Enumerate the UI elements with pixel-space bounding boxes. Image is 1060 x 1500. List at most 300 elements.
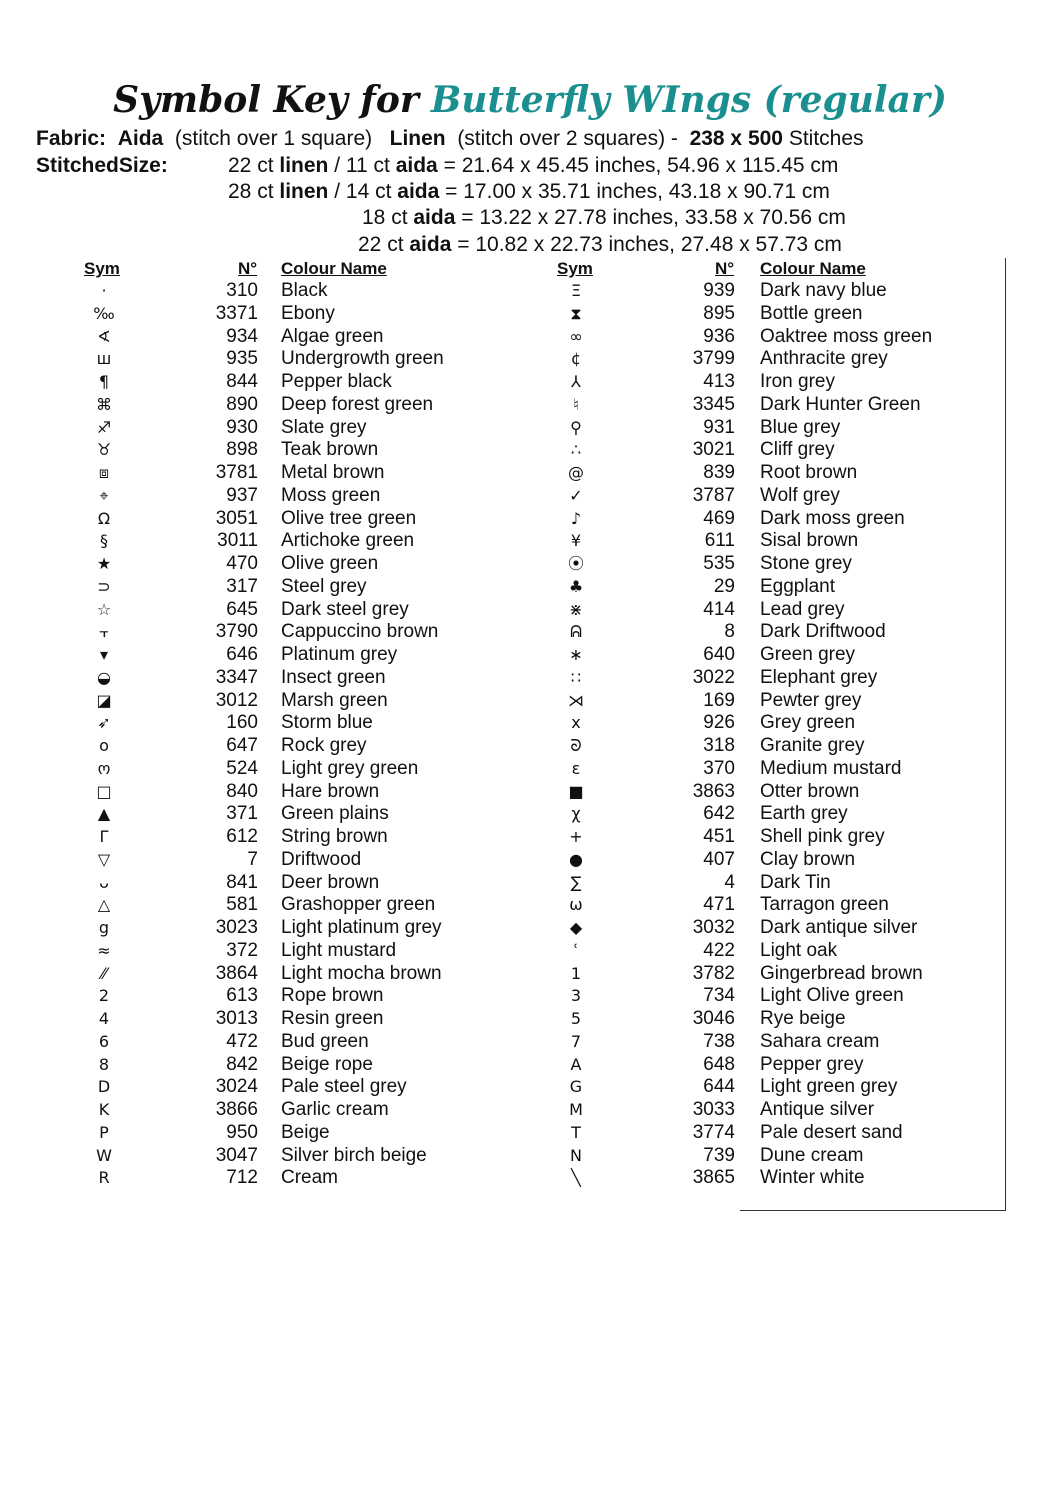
colour-name: Artichoke green: [281, 530, 415, 552]
size-line-count: 18 ct: [362, 206, 408, 229]
thread-number: 712: [226, 1167, 258, 1189]
colour-name: Eggplant: [760, 575, 836, 597]
colour-name: Hare brown: [281, 780, 380, 802]
header-sym: Sym: [84, 259, 120, 278]
header-number: N°: [715, 259, 735, 278]
header-sym: Sym: [557, 259, 593, 278]
thread-number: 898: [226, 439, 258, 461]
symbol-glyph: ♉: [96, 440, 112, 460]
size-line-fabric: linen: [279, 180, 329, 203]
thread-number: 935: [226, 348, 258, 370]
thread-number: 524: [226, 757, 258, 779]
colour-name: Cappuccino brown: [281, 621, 439, 643]
colour-name: Sisal brown: [760, 530, 859, 552]
fabric-linen-note: (stitch over 2 squares) -: [457, 127, 678, 150]
table-row: [0, 1008, 1060, 1031]
colour-name: Silver birch beige: [281, 1144, 427, 1166]
size-line-fabric: aida: [395, 154, 438, 177]
colour-name: Pepper black: [281, 371, 392, 392]
colour-name: Bud green: [281, 1030, 369, 1052]
thread-number: 3024: [215, 1076, 258, 1098]
colour-name: Shell pink grey: [760, 826, 885, 847]
symbol-glyph: R: [98, 1168, 110, 1188]
symbol-glyph: Ω: [97, 508, 111, 528]
symbol-glyph: ᴗ: [99, 872, 109, 892]
fabric-linen: Linen: [389, 127, 446, 150]
symbol-glyph: ■: [568, 781, 584, 801]
table-row: [0, 1167, 1060, 1190]
table-row: [0, 963, 1060, 986]
symbol-glyph: ω: [569, 895, 583, 915]
symbol-glyph: ◪: [96, 690, 112, 710]
symbol-glyph: @: [568, 463, 584, 482]
colour-name: Bottle green: [760, 302, 863, 324]
colour-name: Light green grey: [760, 1076, 898, 1098]
fabric-label: Fabric:: [36, 127, 107, 150]
symbol-glyph: W: [96, 1145, 112, 1165]
symbol-glyph: ╲: [571, 1168, 581, 1188]
colour-name: Gingerbread brown: [760, 962, 923, 984]
thread-number: 3032: [692, 917, 735, 938]
table-row: [0, 599, 1060, 622]
thread-number: 413: [703, 371, 735, 392]
table-row: [0, 690, 1060, 713]
thread-number: 3012: [215, 689, 258, 711]
table-row: [0, 280, 1060, 303]
thread-number: 535: [703, 553, 735, 574]
symbol-glyph: Γ: [99, 827, 109, 846]
symbol-glyph: 3: [570, 986, 582, 1006]
symbol-glyph: ⧗: [570, 303, 582, 323]
colour-name: Grey green: [760, 712, 856, 734]
thread-number: 738: [703, 1030, 735, 1052]
symbol-glyph: G: [569, 1077, 583, 1097]
table-row: [0, 621, 1060, 644]
symbol-glyph: T: [571, 1122, 581, 1142]
symbol-glyph: ▾: [99, 645, 109, 664]
colour-name: Pewter grey: [760, 689, 862, 711]
colour-name: Undergrowth green: [281, 348, 444, 370]
symbol-glyph: ⧈: [98, 463, 110, 482]
thread-number: 471: [703, 894, 735, 916]
colour-name: Oaktree moss green: [760, 325, 933, 347]
page-title: [0, 78, 1060, 122]
symbol-glyph: ➶: [97, 713, 111, 733]
symbol-glyph: χ: [571, 804, 581, 824]
thread-number: 3046: [692, 1008, 735, 1029]
colour-name: Antique silver: [760, 1099, 875, 1120]
colour-name: Green grey: [760, 644, 856, 665]
symbol-glyph: Ξ: [570, 281, 582, 300]
stitched-size-line: [228, 179, 830, 205]
thread-number: 3023: [215, 917, 258, 938]
symbol-glyph: ⋇: [569, 599, 583, 619]
header-number: N°: [238, 259, 258, 278]
symbol-glyph: ≈: [97, 940, 111, 960]
table-row: [0, 1122, 1060, 1145]
symbol-glyph: ◆: [569, 918, 583, 937]
thread-number: 842: [226, 1053, 258, 1075]
table-row: [0, 485, 1060, 508]
colour-name: Marsh green: [281, 689, 388, 711]
thread-number: 890: [226, 393, 258, 415]
symbol-glyph: +: [569, 827, 583, 846]
colour-name: Stone grey: [760, 553, 852, 574]
stitch-count: 238 x 500: [689, 127, 783, 150]
table-row: [0, 553, 1060, 576]
symbol-glyph: ▲: [97, 804, 111, 824]
symbol-glyph: 1: [570, 963, 582, 983]
thread-number: 934: [226, 325, 258, 347]
symbol-glyph: ¢: [570, 349, 582, 369]
thread-number: 640: [703, 644, 735, 665]
colour-name: Light platinum grey: [281, 917, 442, 938]
thread-number: 3033: [692, 1099, 735, 1120]
colour-name: Light mocha brown: [281, 962, 442, 984]
symbol-glyph: 2: [98, 986, 110, 1006]
size-line-dimensions: = 17.00 x 35.71 inches, 43.18 x 90.71 cm: [445, 180, 830, 203]
size-line-count: 28 ct: [228, 180, 274, 203]
symbol-glyph: ✓: [569, 485, 583, 505]
symbol-glyph: ▽: [97, 849, 111, 869]
colour-name: Granite grey: [760, 735, 865, 756]
thread-number: 310: [226, 280, 258, 301]
colour-name: Platinum grey: [281, 644, 398, 665]
table-border-bottom: [740, 1210, 1006, 1211]
colour-name: Pale desert sand: [760, 1121, 903, 1143]
thread-number: 950: [226, 1121, 258, 1143]
table-row: [0, 462, 1060, 485]
thread-number: 7: [247, 848, 258, 870]
stitch-unit: Stitches: [788, 127, 864, 150]
stitched-size-line: [228, 153, 838, 179]
table-row: [0, 667, 1060, 690]
thread-number: 407: [703, 848, 735, 870]
thread-number: 936: [703, 325, 735, 347]
thread-number: 470: [226, 553, 258, 574]
symbol-glyph: ⌘: [96, 394, 112, 414]
symbol-glyph: ⅄: [571, 372, 581, 391]
colour-name: Storm blue: [281, 712, 373, 734]
colour-name: Winter white: [760, 1167, 865, 1189]
thread-number: 613: [226, 985, 258, 1007]
size-line-count: / 14 ct: [334, 180, 392, 203]
colour-name: Algae green: [281, 325, 384, 347]
size-line-count: 22 ct: [358, 233, 404, 256]
thread-number: 3051: [215, 507, 258, 529]
thread-number: 317: [226, 575, 258, 597]
stitched-size-line: [358, 232, 842, 258]
colour-name: Ebony: [281, 302, 335, 324]
colour-name: Driftwood: [281, 848, 362, 870]
size-line-fabric: aida: [397, 180, 440, 203]
colour-name: Deep forest green: [281, 393, 434, 415]
thread-number: 648: [703, 1053, 735, 1075]
thread-number: 3781: [215, 462, 258, 483]
thread-number: 414: [703, 598, 735, 620]
thread-number: 3799: [692, 348, 735, 370]
colour-name: Dark steel grey: [281, 598, 409, 620]
colour-name: Olive tree green: [281, 507, 417, 529]
table-row: [0, 894, 1060, 917]
colour-name: Black: [281, 280, 328, 301]
thread-number: 3011: [217, 530, 258, 552]
colour-name: Green plains: [281, 803, 389, 825]
colour-name: Moss green: [281, 484, 381, 506]
size-line-count: / 11 ct: [334, 154, 390, 177]
table-row: [0, 348, 1060, 371]
colour-name: Anthracite grey: [760, 348, 888, 370]
symbol-table-right: [0, 258, 1060, 1190]
colour-name: Rye beige: [760, 1008, 846, 1029]
thread-number: 3865: [692, 1167, 735, 1189]
table-row: [0, 1076, 1060, 1099]
colour-name: Rope brown: [281, 985, 384, 1007]
colour-name: Lead grey: [760, 598, 845, 620]
symbol-glyph: 6: [98, 1031, 110, 1051]
size-line-count: 22 ct: [228, 154, 274, 177]
colour-name: Medium mustard: [760, 757, 902, 779]
colour-name: Pepper grey: [760, 1053, 864, 1075]
table-row: [0, 1054, 1060, 1077]
symbol-glyph: A: [570, 1054, 582, 1074]
symbol-glyph: 7: [570, 1031, 582, 1051]
symbol-glyph: ¥: [570, 531, 582, 551]
table-row: [0, 781, 1060, 804]
colour-name: Rock grey: [281, 735, 367, 756]
colour-name: Tarragon green: [760, 894, 889, 916]
thread-number: 937: [226, 484, 258, 506]
thread-number: 926: [703, 712, 735, 734]
symbol-glyph: ᕱ: [570, 622, 582, 642]
colour-name: Dune cream: [760, 1144, 864, 1166]
colour-name: Dark antique silver: [760, 917, 918, 938]
thread-number: 739: [703, 1144, 735, 1166]
thread-number: 3790: [215, 621, 258, 643]
table-row: [0, 758, 1060, 781]
symbol-glyph: §: [100, 531, 108, 551]
size-line-dimensions: = 21.64 x 45.45 inches, 54.96 x 115.45 cm: [443, 154, 839, 177]
table-row: [0, 712, 1060, 735]
size-line-fabric: linen: [279, 154, 329, 177]
colour-name: Pale steel grey: [281, 1076, 407, 1098]
thread-number: 3782: [692, 962, 735, 984]
thread-number: 3047: [215, 1144, 258, 1166]
title-prefix: Symbol Key for: [113, 79, 419, 121]
colour-name: Light Olive green: [760, 985, 904, 1007]
table-border-right: [1005, 258, 1006, 1210]
colour-name: Dark moss green: [760, 507, 905, 529]
table-row: [0, 735, 1060, 758]
table-row: [0, 917, 1060, 940]
table-row: [0, 371, 1060, 394]
thread-number: 3863: [692, 780, 735, 802]
thread-number: 931: [703, 416, 735, 438]
symbol-glyph: ⫟: [99, 622, 109, 642]
symbol-glyph: ●: [569, 849, 583, 869]
colour-name: Blue grey: [760, 416, 841, 438]
thread-number: 644: [703, 1076, 735, 1098]
thread-number: 4: [724, 871, 735, 893]
thread-number: 3013: [215, 1008, 258, 1029]
table-row: [0, 985, 1060, 1008]
symbol-glyph: g: [98, 918, 110, 937]
thread-number: 645: [226, 598, 258, 620]
fabric-aida-note: (stitch over 1 square): [174, 127, 373, 150]
colour-name: Garlic cream: [281, 1099, 389, 1120]
thread-number: 422: [703, 939, 735, 961]
colour-name: Elephant grey: [760, 666, 878, 688]
symbol-glyph: ¶: [98, 372, 110, 391]
colour-name: Sahara cream: [760, 1030, 880, 1052]
symbol-glyph: ɛ: [571, 758, 581, 778]
colour-name: Cream: [281, 1167, 339, 1189]
symbol-glyph: K: [98, 1100, 110, 1119]
symbol-glyph: ★: [96, 554, 112, 573]
table-row: [0, 508, 1060, 531]
fabric-line: [36, 126, 864, 152]
thread-number: 451: [703, 826, 735, 847]
colour-name: Grashopper green: [281, 894, 436, 916]
colour-name: Deer brown: [281, 871, 380, 893]
header-colour-name: Colour Name: [760, 259, 866, 278]
colour-name: Dark Tin: [760, 871, 831, 893]
fabric-aida: Aida: [117, 127, 164, 150]
symbol-glyph: ∢: [97, 326, 111, 346]
symbol-glyph: ⊃: [97, 576, 111, 596]
thread-number: 930: [226, 416, 258, 438]
size-line-dimensions: = 13.22 x 27.78 inches, 33.58 x 70.56 cm: [461, 206, 846, 229]
thread-number: 3345: [692, 393, 735, 415]
symbol-glyph: 4: [98, 1009, 110, 1028]
stitched-size-label: StitchedSize:: [36, 154, 168, 177]
thread-number: 844: [226, 371, 258, 392]
symbol-glyph: ·: [101, 281, 107, 300]
thread-number: 647: [226, 735, 258, 756]
thread-number: 841: [226, 871, 258, 893]
thread-number: 3866: [215, 1099, 258, 1120]
colour-name: Beige rope: [281, 1053, 373, 1075]
thread-number: 318: [703, 735, 735, 756]
symbol-glyph: ⚲: [570, 417, 582, 437]
colour-name: Beige: [281, 1121, 330, 1143]
table-row: [0, 872, 1060, 895]
colour-name: Teak brown: [281, 439, 379, 461]
colour-name: Cliff grey: [760, 439, 835, 461]
colour-name: Metal brown: [281, 462, 385, 483]
symbol-glyph: ♣: [568, 576, 584, 596]
table-row: [0, 326, 1060, 349]
symbol-glyph: ◒: [97, 667, 111, 687]
thread-number: 371: [226, 803, 258, 825]
size-line-fabric: aida: [413, 206, 456, 229]
colour-name: Dark navy blue: [760, 280, 887, 301]
table-row: [0, 417, 1060, 440]
thread-number: 3021: [692, 439, 735, 461]
symbol-glyph: 5: [570, 1009, 582, 1028]
symbol-glyph: ∑: [570, 872, 582, 892]
symbol-glyph: ∞: [569, 326, 583, 346]
symbol-glyph: D: [97, 1077, 111, 1097]
symbol-glyph: △: [97, 895, 111, 915]
symbol-glyph: o: [99, 736, 109, 755]
symbol-glyph: P: [99, 1122, 109, 1142]
thread-number: 29: [713, 575, 735, 597]
thread-number: 581: [226, 894, 258, 916]
colour-name: Iron grey: [760, 371, 835, 392]
thread-number: 642: [703, 803, 735, 825]
thread-number: 169: [703, 689, 735, 711]
colour-name: Earth grey: [760, 803, 848, 825]
table-row: [0, 530, 1060, 553]
thread-number: 469: [703, 507, 735, 529]
table-row: [0, 1099, 1060, 1122]
colour-name: Dark Hunter Green: [760, 393, 921, 415]
symbol-glyph: 8: [98, 1054, 110, 1074]
thread-number: 160: [226, 712, 258, 734]
symbol-glyph: ʿ: [573, 940, 579, 960]
colour-name: Light mustard: [281, 939, 397, 961]
symbol-glyph: ⦿: [567, 554, 584, 573]
symbol-glyph: x: [571, 713, 581, 733]
colour-name: Slate grey: [281, 416, 367, 438]
table-row: [0, 940, 1060, 963]
thread-number: 839: [703, 462, 735, 483]
symbol-glyph: ო: [97, 758, 111, 778]
symbol-glyph: □: [96, 781, 112, 801]
symbol-glyph: ∷: [570, 667, 582, 687]
symbol-glyph: M: [569, 1100, 583, 1119]
table-row: [0, 394, 1060, 417]
table-row: [0, 849, 1060, 872]
symbol-glyph: ∴: [570, 440, 582, 460]
colour-name: Otter brown: [760, 780, 860, 802]
thread-number: 3787: [692, 484, 735, 506]
symbol-glyph: ⁄⁄: [101, 963, 107, 983]
symbol-glyph: ♪: [570, 508, 582, 528]
table-header: [0, 258, 1060, 280]
symbol-glyph: ⋊: [568, 690, 584, 710]
thread-number: 646: [226, 644, 258, 665]
colour-name: Insect green: [281, 666, 386, 688]
table-row: [0, 803, 1060, 826]
table-row: [0, 644, 1060, 667]
table-row: [0, 439, 1060, 462]
symbol-glyph: ∗: [569, 645, 583, 664]
table-row: [0, 303, 1060, 326]
thread-number: 895: [703, 302, 735, 324]
thread-number: 3347: [215, 666, 258, 688]
size-line-fabric: aida: [409, 233, 452, 256]
symbol-glyph: ♐: [96, 417, 112, 437]
thread-number: 472: [226, 1030, 258, 1052]
colour-name: Light oak: [760, 939, 838, 961]
table-row: [0, 576, 1060, 599]
thread-number: 8: [724, 621, 735, 643]
thread-number: 612: [226, 826, 258, 847]
table-row: [0, 1031, 1060, 1054]
symbol-glyph: ᘐ: [570, 736, 582, 755]
colour-name: Light grey green: [281, 757, 419, 779]
colour-name: Steel grey: [281, 575, 367, 597]
stitched-size-line: [362, 205, 846, 231]
table-row: [0, 1145, 1060, 1168]
colour-name: Olive green: [281, 553, 379, 574]
title-pattern-name: Butterfly WIngs (regular): [430, 79, 947, 121]
thread-number: 372: [226, 939, 258, 961]
colour-name: Resin green: [281, 1008, 384, 1029]
thread-number: 734: [703, 985, 735, 1007]
